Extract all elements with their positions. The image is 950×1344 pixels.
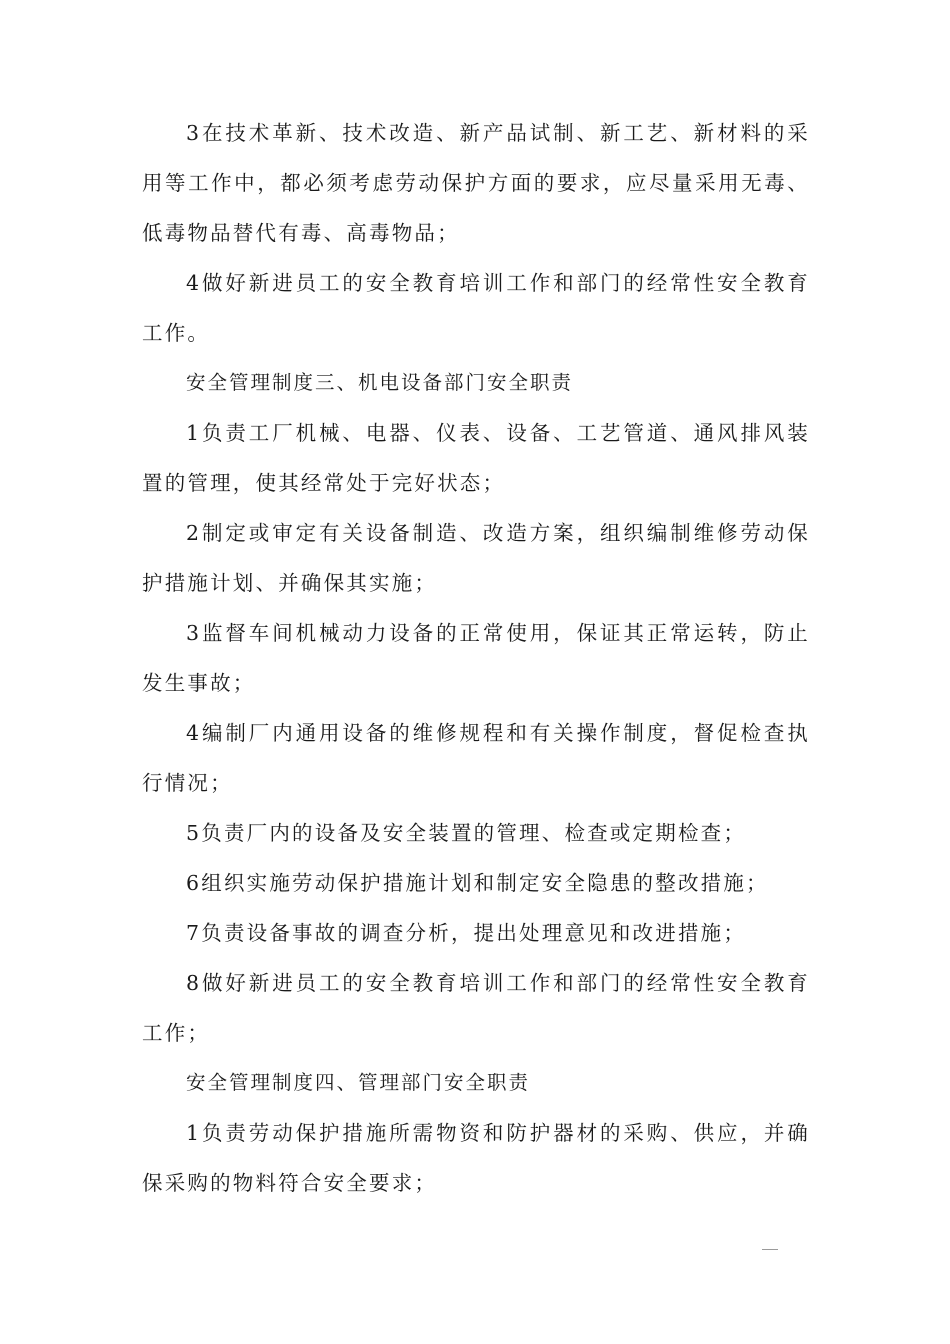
paragraph-3-tech-innovation: 3在技术革新、技术改造、新产品试制、新工艺、新材料的采用等工作中，都必须考虑劳动保护方面的要求，应尽量采用无毒、低毒物品替代有毒、高毒物品； (142, 121, 810, 245)
document-page (142, 108, 810, 1208)
paragraph-7-accident-analysis: 7负责设备事故的调查分析，提出处理意见和改进措施； (186, 921, 747, 945)
paragraph-4-training: 4做好新进员工的安全教育培训工作和部门的经常性安全教育工作。 (142, 271, 810, 345)
paragraph-6-rectification: 6组织实施劳动保护措施计划和制定安全隐患的整改措施； (186, 871, 769, 895)
section-heading-3: 安全管理制度三、机电设备部门安全职责 (186, 371, 574, 394)
paragraph-2-plans: 2制定或审定有关设备制造、改造方案，组织编制维修劳动保护措施计划、并确保其实施； (142, 521, 810, 595)
paragraph-5-inspection: 5负责厂内的设备及安全装置的管理、检查或定期检查； (186, 821, 747, 845)
paragraph-3-supervision: 3监督车间机械动力设备的正常使用，保证其正常运转，防止发生事故； (142, 621, 810, 695)
paragraph-1-procurement: 1负责劳动保护措施所需物资和防护器材的采购、供应，并确保采购的物料符合安全要求； (142, 1121, 810, 1195)
section-heading-4: 安全管理制度四、管理部门安全职责 (186, 1071, 531, 1094)
paragraph-4-regulations: 4编制厂内通用设备的维修规程和有关操作制度，督促检查执行情况； (142, 721, 810, 795)
paragraph-8-training: 8做好新进员工的安全教育培训工作和部门的经常性安全教育工作； (142, 971, 810, 1045)
footer-dash-mark (762, 1249, 778, 1250)
paragraph-1-equipment-management: 1负责工厂机械、电器、仪表、设备、工艺管道、通风排风装置的管理，使其经常处于完好状态； (142, 421, 810, 495)
